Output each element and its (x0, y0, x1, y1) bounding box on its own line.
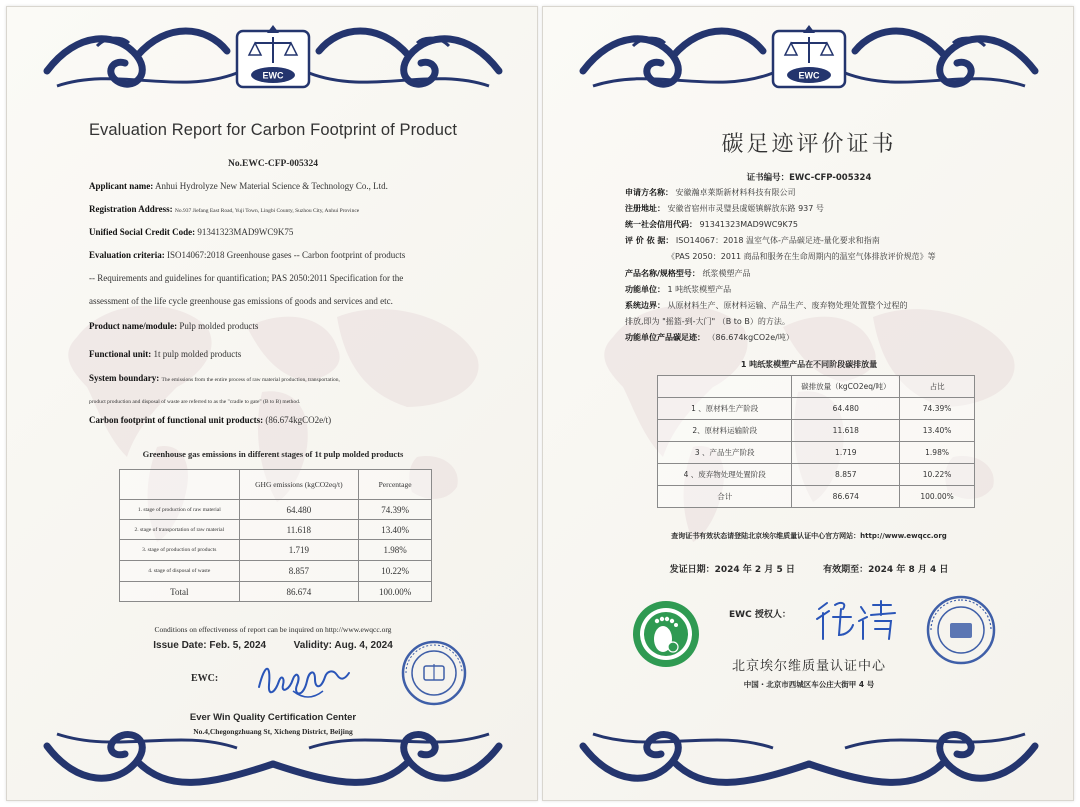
carbon-footprint-label: 功能单位产品碳足迹： (625, 333, 705, 342)
percentage-cell: 1.98% (900, 442, 975, 464)
functional-unit-value: 1t pulp molded products (153, 349, 242, 359)
conditions-note: Conditions on effectiveness of report can be inquired on http://www.ewqcc.org (154, 625, 392, 634)
table-row (658, 420, 975, 442)
criteria-line-3: assessment of the life cycle greenhouse gas emissions of goods and services and etc. (89, 296, 393, 306)
certificate-english (6, 6, 538, 801)
emissions-table (119, 469, 432, 602)
functional-unit-label: 功能单位： (625, 285, 665, 294)
product-line (89, 320, 479, 332)
authorized-signer-label: EWC 授权人： (729, 610, 791, 620)
emission-cell: 64.480 (239, 500, 359, 520)
applicant-label: Applicant name: (89, 181, 154, 191)
product-label: Product name/module: (89, 321, 178, 331)
product-line (625, 268, 1045, 280)
certificate-chinese (542, 6, 1074, 801)
criteria-value-1: ISO14067:2018 Greenhouse gases -- Carbon footprint of products (167, 250, 406, 260)
address-value: No.937 Jiefang East Road, Yuji Town, Lingbi County, Suzhou City, Anhui Province (174, 208, 360, 214)
address-label: 注册地址： (625, 204, 665, 213)
carbon-footprint-line (89, 414, 479, 426)
applicant-label: 申请方名称： (625, 188, 673, 197)
issuer-address: No.4,Chegongzhuang St, Xicheng District, Beijing (193, 727, 353, 736)
system-boundary-line-2: 排放,即为 "摇篮-到-大门" （B to B）的方法。 (625, 317, 790, 326)
table-total-row (658, 486, 975, 508)
emissions-table-title: 1 吨纸浆模塑产品在不同阶段碳排放量 (740, 360, 878, 369)
credit-code-line (89, 226, 479, 238)
criteria-line-1 (89, 249, 479, 261)
emission-cell: 8.857 (239, 561, 359, 582)
functional-unit-line (625, 284, 1045, 296)
carbon-footprint-line (625, 332, 1045, 344)
handwritten-signature (253, 655, 353, 703)
certificate-number: No.EWC-CFP-005324 (228, 159, 318, 169)
criteria-label: Evaluation criteria: (89, 250, 165, 260)
address-line (625, 203, 1045, 215)
criteria-line-2: -- Requirements and guidelines for quantification; PAS 2050:2011 Specification for the (89, 273, 404, 283)
table-row (658, 442, 975, 464)
stage-cell: 3 、产品生产阶段 (658, 442, 792, 464)
column-header-emissions: GHG emissions (kgCO2eq/t) (239, 470, 359, 500)
credit-code-label: 统一社会信用代码： (625, 220, 697, 229)
carbon-footprint-value: （86.674kgCO2e/吨） (707, 333, 794, 342)
percentage-cell: 74.39% (900, 398, 975, 420)
applicant-line (625, 187, 1045, 199)
certification-seal (401, 640, 467, 706)
system-boundary-label: System boundary: (89, 373, 160, 383)
table-header-empty (658, 376, 792, 398)
stage-cell: 2. stage of transportation of raw material (120, 520, 240, 540)
ewc-logo (769, 23, 849, 95)
total-label-cell: 合计 (658, 486, 792, 508)
emissions-table-title: Greenhouse gas emissions in different stages of 1t pulp molded products (142, 449, 404, 459)
percentage-cell: 13.40% (359, 520, 432, 540)
percentage-cell: 13.40% (900, 420, 975, 442)
functional-unit-line (89, 348, 479, 360)
certificate-title: 碳足迹评价证书 (721, 132, 897, 157)
issuer-name: 北京埃尔维质量认证中心 (731, 659, 886, 674)
system-boundary-line-2 (89, 394, 479, 408)
total-emission-cell: 86.674 (239, 582, 359, 602)
total-label-cell: Total (120, 582, 240, 602)
applicant-value: Anhui Hydrolyze New Material Science & Technology Co., Ltd. (155, 181, 388, 191)
table-row (120, 540, 432, 561)
ewc-logo (233, 23, 313, 95)
percentage-cell: 74.39% (359, 500, 432, 520)
address-label: Registration Address: (89, 204, 173, 214)
stage-cell: 4. stage of disposal of waste (120, 561, 240, 582)
system-boundary-line-1 (89, 372, 479, 386)
table-header-empty (120, 470, 240, 500)
criteria-value-1: ISO14067：2018 温室气体-产品碳足迹-量化要求和指南 (675, 236, 880, 245)
certificate-number: 证书编号：EWC-CFP-005324 (746, 173, 872, 183)
validity-date: Validity: Aug. 4, 2024 (293, 640, 393, 651)
dates-line (543, 562, 1074, 575)
issue-date: Issue Date: Feb. 5, 2024 (153, 640, 267, 651)
total-percentage-cell: 100.00% (900, 486, 975, 508)
system-boundary-value-1: 从原材料生产、原材料运输、产品生产、废弃物处理处置整个过程的 (667, 301, 908, 310)
product-value: Pulp molded products (179, 321, 259, 331)
validity-date: 有效期至：2024 年 8 月 4 日 (823, 565, 949, 575)
credit-code-value: 91341323MAD9WC9K75 (197, 227, 294, 237)
column-header-emissions: 碳排放量（kgCO2eq/吨） (792, 376, 900, 398)
functional-unit-value: 1 吨纸浆模塑产品 (667, 285, 732, 294)
credit-code-label: Unified Social Credit Code: (89, 227, 196, 237)
percentage-cell: 10.22% (359, 561, 432, 582)
table-row (658, 464, 975, 486)
emission-cell: 1.719 (239, 540, 359, 561)
emission-cell: 8.857 (792, 464, 900, 486)
emission-cell: 1.719 (792, 442, 900, 464)
ewc-signature-label: EWC: (191, 673, 219, 684)
stage-cell: 3. stage of production of products (120, 540, 240, 561)
total-percentage-cell: 100.00% (359, 582, 432, 602)
emission-cell: 11.618 (792, 420, 900, 442)
table-header-row (120, 470, 432, 500)
emission-cell: 64.480 (792, 398, 900, 420)
issuer-address: 中国・北京市西城区车公庄大街甲 4 号 (743, 680, 875, 689)
column-header-percentage: Percentage (359, 470, 432, 500)
table-row (120, 500, 432, 520)
address-line (89, 203, 479, 217)
stage-cell: 2、原材料运输阶段 (658, 420, 792, 442)
logo-text: EWC (798, 70, 820, 81)
column-header-percentage: 占比 (900, 376, 975, 398)
system-boundary-value-2: product production and disposal of waste are referred to as the "cradle to gate" (B to B) method. (89, 399, 301, 405)
percentage-cell: 10.22% (900, 464, 975, 486)
table-total-row (120, 582, 432, 602)
system-boundary-value-1: The emissions from the entire process of raw material production, transportation, (161, 377, 340, 383)
handwritten-signature (811, 595, 901, 643)
emissions-table (657, 375, 975, 508)
percentage-cell: 1.98% (359, 540, 432, 561)
credit-code-line (625, 219, 1045, 231)
table-header-row (658, 376, 975, 398)
stage-cell: 1 、原材料生产阶段 (658, 398, 792, 420)
system-boundary-line-1 (625, 300, 1045, 312)
table-row (658, 398, 975, 420)
criteria-line-1 (625, 235, 1045, 247)
carbon-footprint-label: Carbon footprint of functional unit products: (89, 415, 264, 425)
applicant-line (89, 180, 479, 192)
ornamental-scroll-bottom (37, 726, 509, 796)
logo-text: EWC (262, 70, 284, 81)
ornamental-scroll-bottom (573, 726, 1045, 796)
table-row (120, 561, 432, 582)
issue-date: 发证日期：2024 年 2 月 5 日 (669, 565, 795, 575)
applicant-value: 安徽瀚卓莱斯新材料科技有限公司 (675, 188, 796, 197)
credit-code-value: 91341323MAD9WC9K75 (699, 220, 798, 229)
stage-cell: 4 、废弃物处理处置阶段 (658, 464, 792, 486)
table-row (120, 520, 432, 540)
system-boundary-label: 系统边界： (625, 301, 665, 310)
report-title: Evaluation Report for Carbon Footprint of Product (88, 121, 458, 139)
functional-unit-label: Functional unit: (89, 349, 152, 359)
criteria-line-2: 《PAS 2050：2011 商品和服务在生命周期内的温室气体排放评价规范》等 (667, 252, 936, 261)
emission-cell: 11.618 (239, 520, 359, 540)
issuer-name: Ever Win Quality Certification Center (189, 712, 357, 723)
criteria-label: 评 价 依 据： (625, 236, 674, 245)
carbon-footprint-value: (86.674kgCO2e/t) (265, 415, 332, 425)
stage-cell: 1. stage of production of raw material (120, 500, 240, 520)
product-value: 纸浆模塑产品 (702, 269, 751, 278)
total-emission-cell: 86.674 (792, 486, 900, 508)
inquiry-note: 查询证书有效状态请登陆北京埃尔维质量认证中心官方网站：http://www.ewqcc.org (671, 532, 947, 540)
address-value: 安徽省宿州市灵璧县虞姬镇解放东路 937 号 (667, 204, 824, 213)
product-label: 产品名称/规格型号： (625, 269, 700, 278)
